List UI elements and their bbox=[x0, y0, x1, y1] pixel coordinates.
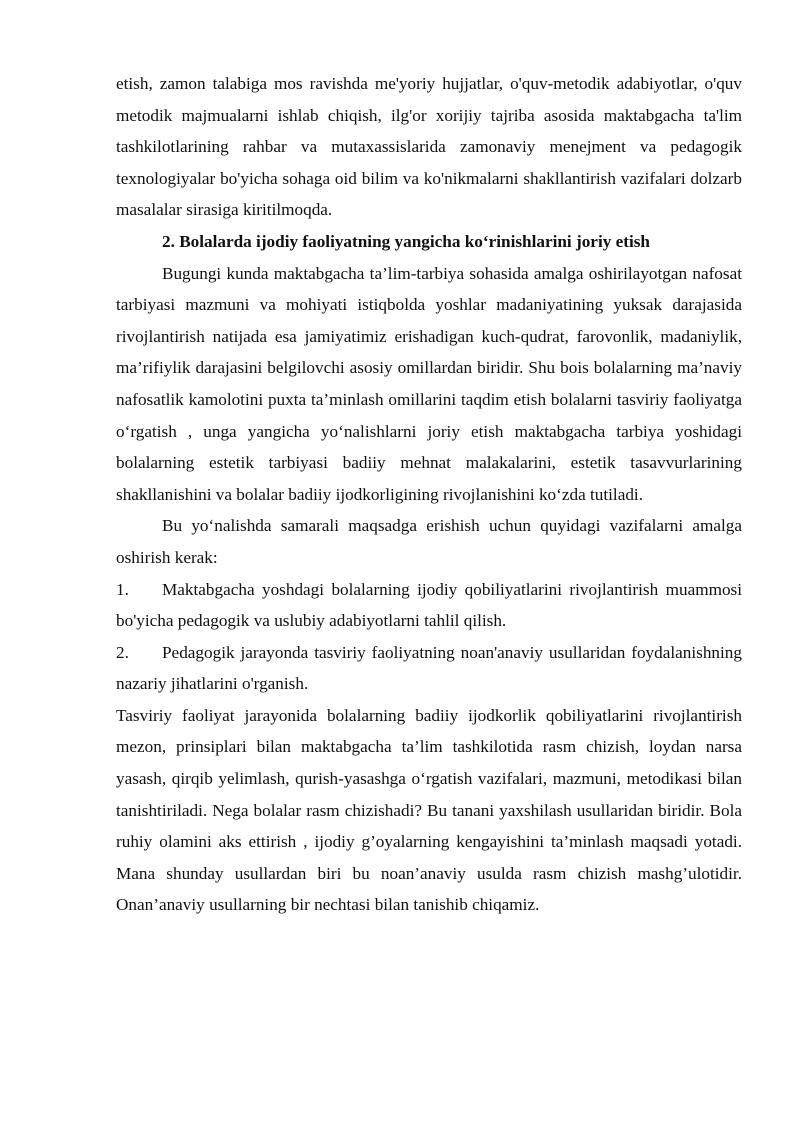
intro-paragraph: etish, zamon talabiga mos ravishda me'yoriy hujjatlar, o'quv-metodik adabiyotlar, o'quv metodik majmualarni ishlab chiqish, ilg'or xorijiy tajriba asosida maktabgacha ta'lim tashkilotlarining rahbar va mutaxassislarida zamonaviy menejment va pedagogik texnologiyalar bo'yicha sohaga oid bilim va ko'nikmalarni shakllantirish vazifalari dolzarb masalalar sirasiga kiritilmoqda. bbox=[116, 74, 742, 220]
list-item-number: 2. bbox=[116, 642, 129, 662]
list-item-1 bbox=[116, 574, 742, 637]
page-content bbox=[116, 68, 742, 921]
body-paragraph-1: Bugungi kunda maktabgacha ta’lim-tarbiya sohasida amalga oshirilayotgan nafosat tarbiyasi mazmuni va mohiyati istiqbolda yoshlar madaniyatining yuksak darajasida rivojlantirish natijada esa jamiyatimiz erishadigan kuch-qudrat, farovonlik, madaniylik, ma’rifiylik darajasini belgilovchi asosiy omillardan biridir. Shu bois bolalarning ma’naviy nafosatlik kamolotini puxta ta’minlash omillarini taqdim etish bolalarni tasviriy faoliyatga o‘rgatish , unga yangicha yo‘nalishlarni joriy etish maktabgacha tarbiya yoshidagi bolalarning estetik tarbiyasi badiiy mehnat malakalarini, estetik tasavvurlarining shakllanishini va bolalar badiiy ijodkorligining rivojlanishini ko‘zda tutiladi. bbox=[116, 263, 742, 504]
list-item-2 bbox=[116, 637, 742, 700]
section-heading: 2. Bolalarda ijodiy faoliyatning yangicha ko‘rinishlarini joriy etish bbox=[162, 231, 650, 251]
body-paragraph-3: Tasviriy faoliyat jarayonida bolalarning badiiy ijodkorlik qobiliyatlarini rivojlantirish mezon, prinsiplari bilan maktabgacha ta’lim tashkilotida rasm chizish, loydan narsa yasash, qirqib yelimlash, qurish-yasashga o‘rgatish vazifalari, mazmuni, metodikasi bilan tanishtiriladi. Nega bolalar rasm chizishadi? Bu tanani yaxshilash usullaridan biridir. Bola ruhiy olamini aks ettirish , ijodiy g’oyalarning kengayishini ta’minlash maqsadi yotadi. Mana shunday usullardan biri bu noan’anaviy usulda rasm chizish mashg’ulotidir. Onan’anaviy usullarning bir nechtasi bilan tanishib chiqamiz. bbox=[116, 705, 742, 915]
list-item-text: Maktabgacha yoshdagi bolalarning ijodiy qobiliyatlarini rivojlantirish muammosi bo'yicha pedagogik va uslubiy adabiyotlarni tahlil qilish. bbox=[116, 579, 742, 631]
list-item-text: Pedagogik jarayonda tasviriy faoliyatning noan'anaviy usullaridan foydalanishning nazariy jihatlarini o'rganish. bbox=[116, 642, 742, 694]
list-item-number: 1. bbox=[116, 579, 129, 599]
body-paragraph-2: Bu yo‘nalishda samarali maqsadga erishish uchun quyidagi vazifalarni amalga oshirish kerak: bbox=[116, 516, 742, 567]
